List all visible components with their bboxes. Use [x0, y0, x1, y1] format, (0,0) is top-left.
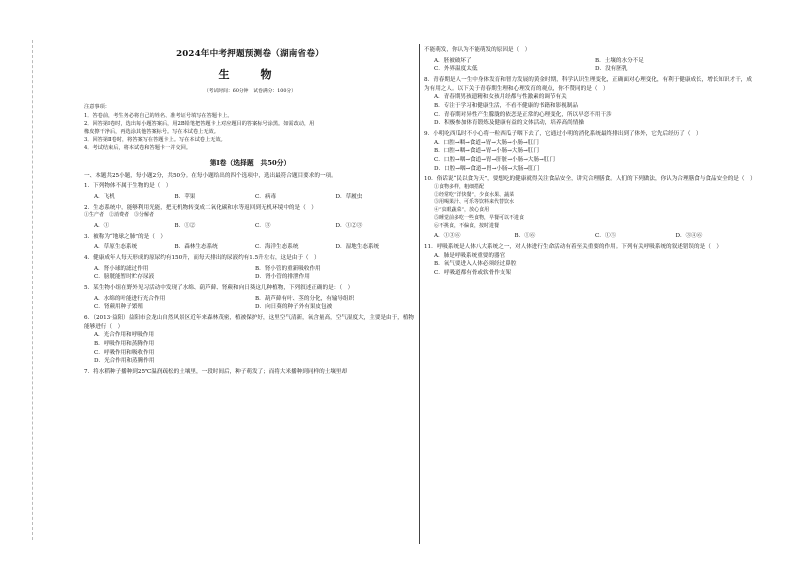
question-10 [424, 175, 756, 241]
question-stem: 3．被称为“地球之肺”的是（ ） [84, 233, 166, 240]
option[interactable]: D．肾小管的排泄作用 [255, 274, 310, 281]
option[interactable]: A．肺是呼吸系统重要的器官 [434, 252, 506, 259]
question-stem: 不能萌发，你认为不能萌发的原因是（ ） [424, 47, 531, 53]
statement-item: ②经常吃“洋快餐”，少食水果、蔬菜 [434, 191, 515, 198]
notice-item: 橡皮擦干净后，再选涂其他答案标号。写在本试卷上无效。 [84, 128, 219, 135]
question-stem: 6．（2013·益阳）益阳市会龙山自然风景区近年来森林茂密，植被保护好，这里空气清新，氧含量高，空气湿度大，主要是由于，植物能够进行（ ） [84, 314, 415, 330]
binding-margin [10, 40, 33, 540]
option[interactable]: C．肾蕨用种子繁殖 [94, 304, 144, 311]
exam-page [46, 44, 784, 552]
section-description: 一、本题共25小题，每小题2分，共50分。在每小题给出的四个选项中，选出最符合题目要求的一项。 [84, 172, 337, 179]
question-stem: 7．将水稻种子播种到25℃温润疏松的土壤里，一段时间后，种子萌发了；而将大米播种到同样的土壤里却 [84, 368, 348, 375]
statement-item: ⑥不挑食，不偏食，按时进餐 [434, 222, 500, 229]
option[interactable]: B．呼吸作用和蒸腾作用 [94, 340, 155, 347]
option[interactable]: D．湿地生态系统 [335, 244, 380, 251]
option[interactable]: D．口腔→咽→食道→胃→小肠→大肠→肛门 [434, 165, 540, 172]
question-2 [84, 204, 416, 231]
option[interactable]: B．专注于学习和健康生活，不看不健康的书籍和影视制品 [434, 102, 578, 109]
question-stem: 5．某生物小组在野外见习活动中发现了水绵、葫芦藓、肾蕨和向日葵这几种植物，下列叙述正确的是：（ ） [84, 285, 354, 291]
notice-heading: 注意事项： [84, 103, 110, 110]
option[interactable]: B．苹果 [174, 194, 196, 200]
question-subline: ①生产者 ②消费者 ③分解者 [84, 212, 155, 219]
option[interactable]: A．青春期男孩遗精和女孩月经都与性激素的调节有关 [434, 94, 567, 101]
option[interactable]: D．光合作用和蒸腾作用 [94, 358, 155, 365]
question-stem: 4．健康成年人每天形成的原尿约有150升，而每天排出的尿液约有1.5升左右，这是由于（ ） [84, 255, 320, 262]
option[interactable]: A．肾小球的滤过作用 [94, 265, 149, 272]
left-column [84, 44, 416, 377]
section-title: 第Ⅰ卷（选择题 共50分） [209, 159, 291, 168]
option[interactable]: C．青春期对异性产生朦胧的依恋是正常的心理变化，所以早恋不用干涉 [434, 111, 612, 118]
option[interactable]: A．口腔→咽→食道→胃→大肠→小肠→肛门 [434, 139, 539, 146]
option[interactable]: C．膀胱能暂时贮存尿液 [94, 274, 155, 281]
option[interactable]: C．呼吸作用和吸收作用 [94, 349, 155, 356]
option[interactable]: C．外界温度太低 [434, 66, 478, 73]
option[interactable]: A．① [94, 223, 110, 230]
question-stem: 2．生态系统中，能够利用光能，把无机物转变成二氧化碳和水等返回到无机环境中的是（ ） [84, 204, 317, 211]
question-11 [424, 243, 756, 278]
question-8 [424, 76, 756, 128]
option[interactable]: B．肾小管的重新吸收作用 [255, 265, 321, 272]
exam-time: （考试时间：60分钟 试卷满分：100分） [203, 89, 296, 95]
option[interactable]: A．飞机 [94, 194, 115, 200]
option[interactable]: A．水绵的叶能进行光合作用 [94, 295, 166, 302]
option[interactable]: D．向日葵的种子外有果皮包被 [255, 304, 333, 311]
question-stem: 9．小明吃西瓜时不小心将一粒西瓜子咽下去了，它通过小明的消化系统最终排出到了体外，它先后经历了（ ） [424, 130, 702, 137]
option[interactable]: D．草履虫 [335, 194, 363, 200]
notice-item: 4．考试结束后，将本试卷和答题卡一并交回。 [84, 145, 192, 152]
right-column [424, 44, 756, 278]
option[interactable]: B．森林生态系统 [174, 244, 218, 251]
option[interactable]: D．①②③ [335, 223, 363, 230]
option[interactable]: C．海洋生态系统 [255, 244, 299, 251]
option[interactable]: C．呼吸道都有骨或软骨作支架 [434, 269, 511, 276]
option[interactable]: A．草原生态系统 [94, 244, 138, 251]
option[interactable]: B．①⑥ [514, 233, 536, 240]
question-stem: 11．呼吸系统是人体八大系统之一，对人体进行生命活动有着至关重要的作用。下列有关呼吸系统的叙述错误的是（ ） [424, 244, 722, 250]
question-6 [84, 314, 416, 366]
option[interactable]: D．没有胚乳 [595, 66, 628, 73]
option[interactable]: B．氧气要进入人体必须经过鼻腔 [434, 261, 517, 268]
statement-item: ①食物多样，粗细搭配 [434, 183, 485, 190]
option[interactable]: C．①⑤ [595, 233, 617, 240]
notice-block [84, 103, 416, 152]
question-3 [84, 233, 416, 252]
option[interactable]: B．土壤的水分不足 [595, 57, 644, 64]
question-stem: 8．青春期是人一生中身体发育和智力发展的黄金时期，科学认识生理变化，正确面对心理变化，有利于健康成长，增长知识才干，成为有用之人。以下关于青春期生理和心理发育的观点，你不赞同的是（ ） [424, 76, 752, 92]
statement-item: ③用喝果汁、可乐等饮料来代替饮水 [434, 199, 515, 206]
question-1 [84, 182, 416, 201]
option[interactable]: C．③ [255, 223, 271, 230]
question-9 [424, 130, 756, 173]
question-stem: 10．俗话说“民以食为天”，要想吃的健康就得关注食品安全，讲究合理膳食。人们的下列做法，你认为合理膳食与食品安全的是（ ） [424, 176, 756, 183]
question-4 [84, 254, 416, 282]
question-7 [84, 368, 416, 377]
option[interactable]: B．葫芦藓有叶、茎的分化，有输导组织 [255, 295, 355, 302]
option[interactable]: A．光合作用和呼吸作用 [94, 332, 154, 339]
statement-item: ④“虫眼蔬菜”，放心食用 [434, 207, 490, 214]
question-5 [84, 284, 416, 312]
notice-item: 2．回答第Ⅰ卷时，选出每小题答案后，用2B铅笔把答题卡上对应题目的答案标号涂黑。如需改动，用 [84, 120, 315, 127]
question-stem: 1．下列物体不属于生物的是（ ） [84, 183, 172, 190]
statement-item: ⑤睡觉前多吃一些食物，早餐可以不进食 [434, 214, 525, 221]
option[interactable]: B．①② [174, 223, 196, 230]
option[interactable]: B．口腔→咽→食道→胃→小肠→大肠→肛门 [434, 148, 539, 155]
column-divider [419, 44, 420, 544]
notice-item: 3．回答第Ⅱ卷时，将答案写在答题卡上。写在本试卷上无效。 [84, 137, 226, 144]
notice-item: 1．答卷前，考生务必将自己的姓名、准考证号填写在答题卡上。 [84, 112, 233, 119]
option[interactable]: C．口腔→咽→食道→胃→肝脏→小肠→大肠→肛门 [434, 156, 555, 163]
question-7-continued [424, 46, 756, 74]
option[interactable]: A．①③⑥ [434, 233, 461, 240]
subject-title: 生 物 [218, 68, 282, 82]
option[interactable]: D．积极参加体育锻炼及健康有益的文体活动，培养高尚情操 [434, 120, 584, 127]
option[interactable]: D．③④⑥ [675, 233, 703, 240]
option[interactable]: A．胚被破坏了 [434, 57, 472, 64]
option[interactable]: C．病毒 [255, 194, 277, 200]
exam-title: 2024年中考押题预测卷（湖南省卷） [176, 49, 324, 59]
